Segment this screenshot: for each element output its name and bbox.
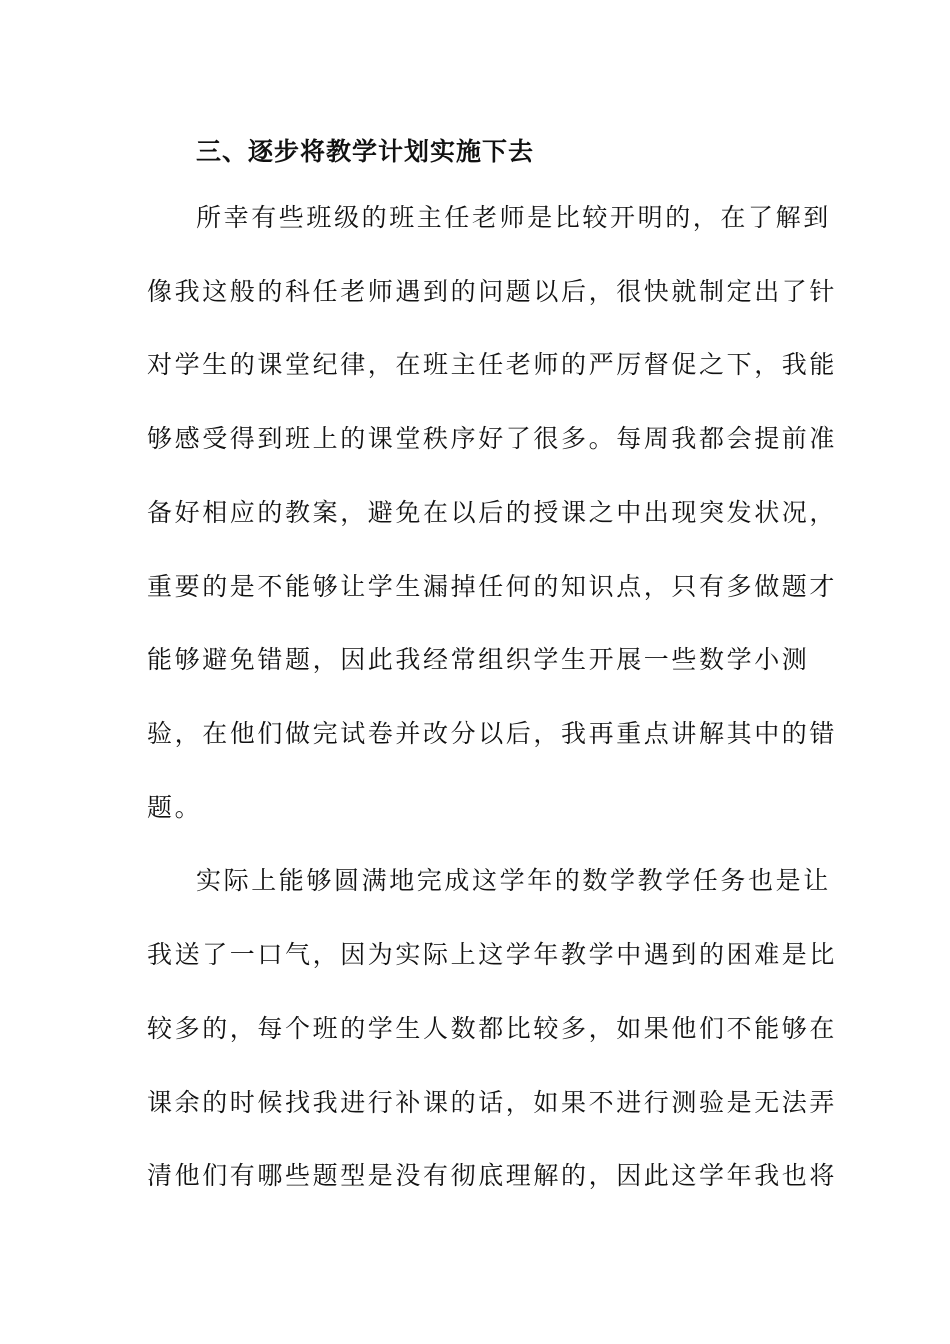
paragraph-line: 课余的时候找我进行补课的话，如果不进行测验是无法弄 <box>147 1088 838 1117</box>
paragraph-line: 较多的，每个班的学生人数都比较多，如果他们不能够在 <box>147 1014 838 1043</box>
paragraph-line: 够感受得到班上的课堂秩序好了很多。每周我都会提前准 <box>147 424 838 453</box>
paragraph-line: 像我这般的科任老师遇到的问题以后，很快就制定出了针 <box>147 277 838 306</box>
paragraph-line: 所幸有些班级的班主任老师是比较开明的，在了解到 <box>196 203 831 232</box>
paragraph-line: 能够避免错题，因此我经常组织学生开展一些数学小测 <box>147 645 810 674</box>
paragraph-line: 清他们有哪些题型是没有彻底理解的，因此这学年我也将 <box>147 1161 838 1190</box>
section-heading: 三、逐步将教学计划实施下去 <box>196 137 535 166</box>
paragraph-line: 对学生的课堂纪律，在班主任老师的严厉督促之下，我能 <box>147 350 838 379</box>
paragraph-line: 备好相应的教案，避免在以后的授课之中出现突发状况， <box>147 498 838 527</box>
paragraph-line: 我送了一口气，因为实际上这学年教学中遇到的困难是比 <box>147 940 838 969</box>
paragraph-line: 实际上能够圆满地完成这学年的数学教学任务也是让 <box>196 866 831 895</box>
paragraph-line: 重要的是不能够让学生漏掉任何的知识点，只有多做题才 <box>147 572 838 601</box>
paragraph-line: 题。 <box>147 793 203 822</box>
paragraph-line: 验，在他们做完试卷并改分以后，我再重点讲解其中的错 <box>147 719 838 748</box>
